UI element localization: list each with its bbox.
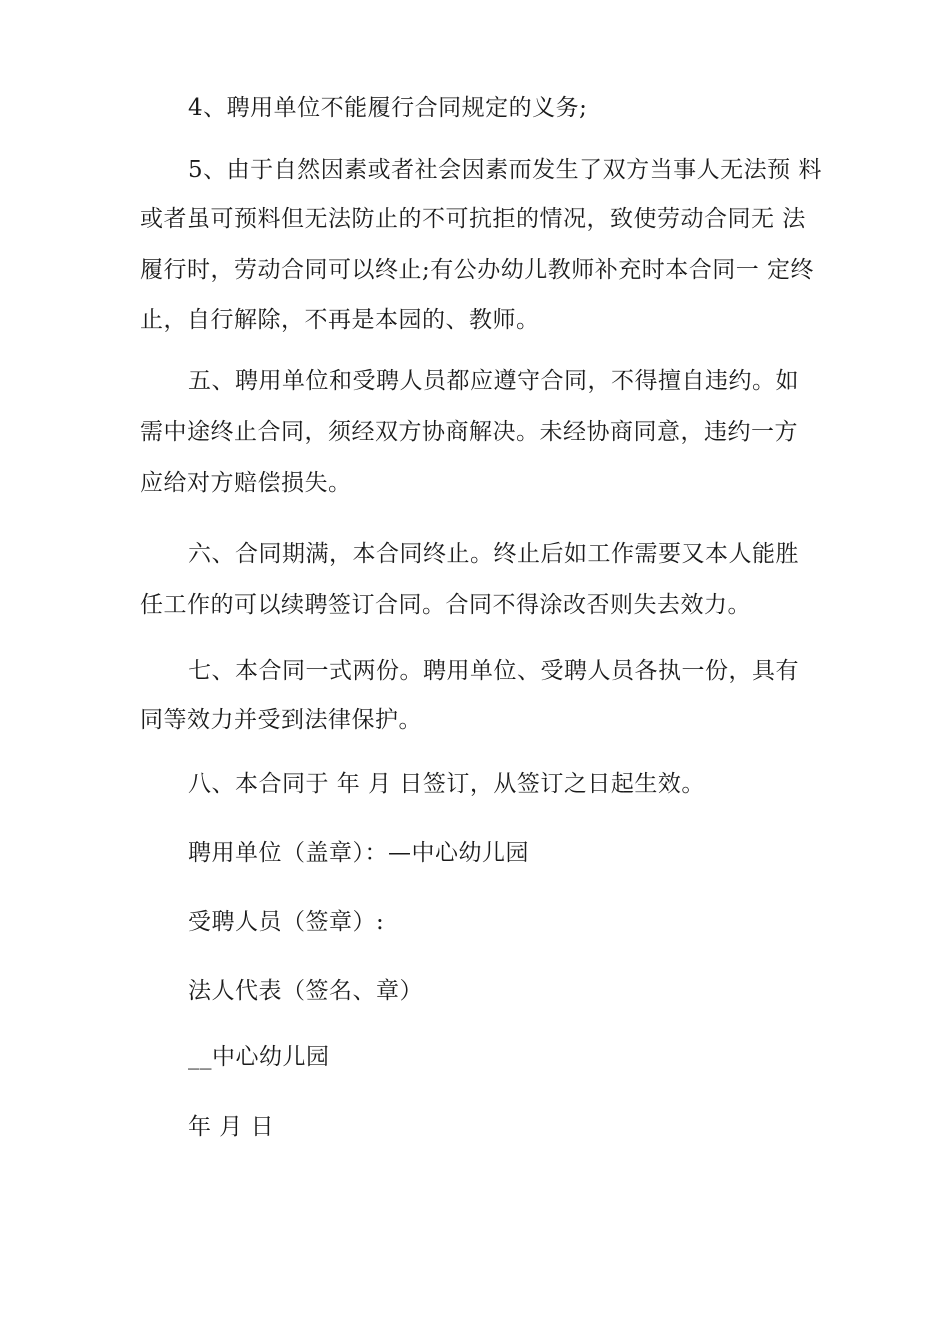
clause-4-obligation: 4、聘用单位不能履行合同规定的义务; [188, 95, 588, 121]
kindergarten-name-line: __中心幼儿园 [188, 1044, 330, 1070]
legal-representative-line: 法人代表（签名、章） [188, 978, 423, 1004]
employee-signature-line: 受聘人员（签章）: [188, 909, 385, 935]
clause-5-line-1: 5、由于自然因素或者社会因素而发生了双方当事人无法预 料 [188, 157, 822, 183]
clause-5-line-4: 止，自行解除，不再是本园的、教师。 [140, 307, 540, 333]
section-6-line-1: 六、合同期满，本合同终止。终止后如工作需要又本人能胜 [188, 541, 799, 567]
section-7-line-1: 七、本合同一式两份。聘用单位、受聘人员各执一份，具有 [188, 658, 799, 684]
section-5-line-3: 应给对方赔偿损失。 [140, 470, 352, 496]
signing-date-line: 年 月 日 [188, 1114, 275, 1140]
section-6-line-2: 任工作的可以续聘签订合同。合同不得涂改否则失去效力。 [140, 592, 751, 618]
section-8-signing-date: 八、本合同于 年 月 日签订，从签订之日起生效。 [188, 771, 705, 797]
employer-seal-line: 聘用单位（盖章）：—中心幼儿园 [188, 840, 529, 866]
section-5-line-1: 五、聘用单位和受聘人员都应遵守合同，不得擅自违约。如 [188, 368, 799, 394]
section-5-line-2: 需中途终止合同，须经双方协商解决。未经协商同意，违约一方 [140, 419, 798, 445]
clause-5-line-2: 或者虽可预料但无法防止的不可抗拒的情况，致使劳动合同无 法 [140, 206, 806, 232]
section-7-line-2: 同等效力并受到法律保护。 [140, 707, 422, 733]
clause-5-line-3: 履行时，劳动合同可以终止;有公办幼儿教师补充时本合同一 定终 [140, 257, 815, 283]
